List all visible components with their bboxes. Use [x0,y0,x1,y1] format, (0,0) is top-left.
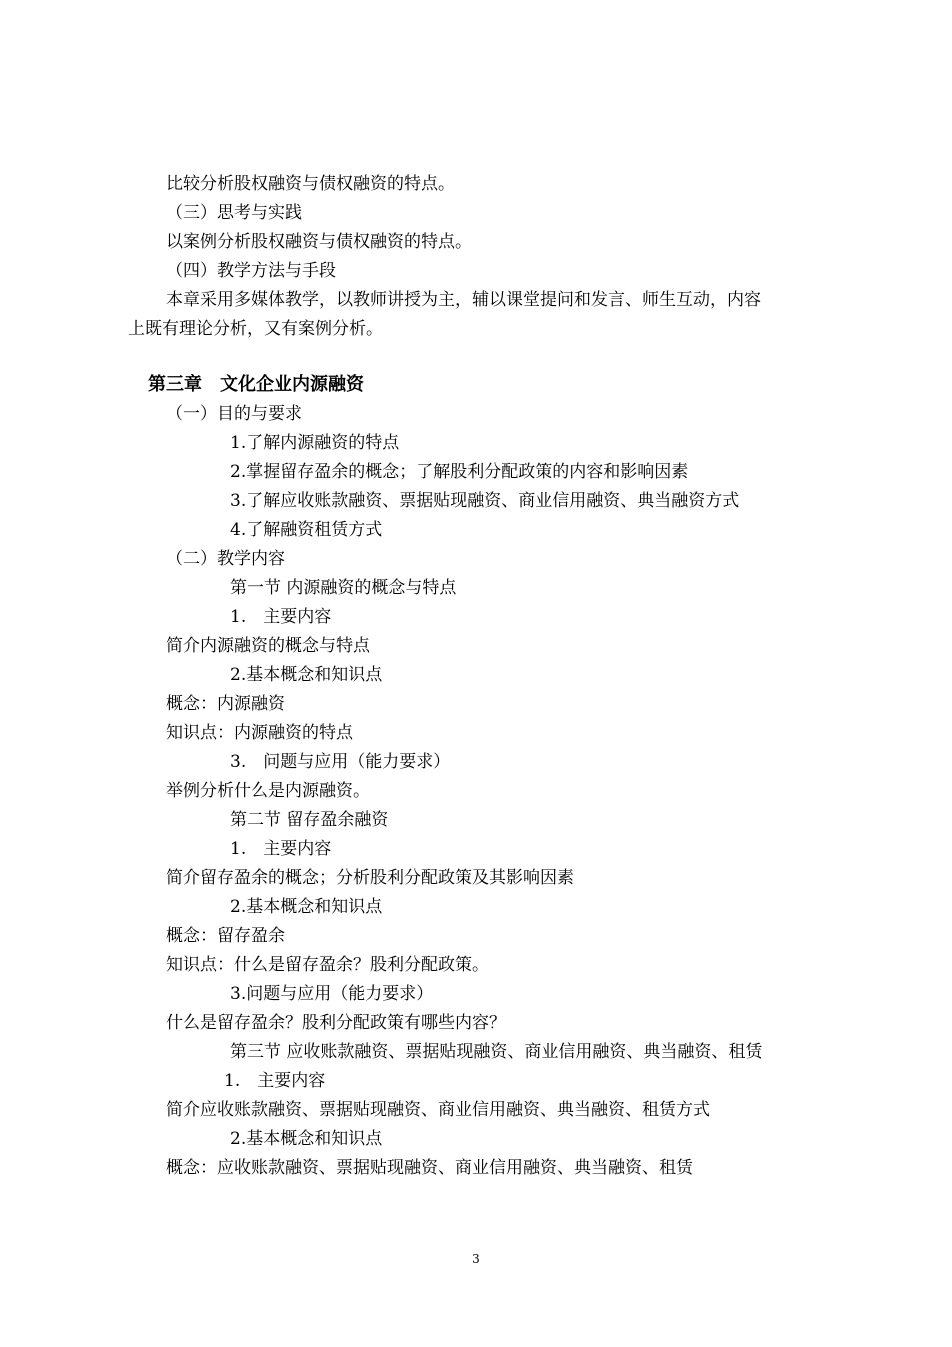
list-item: 4.了解融资租赁方式 [230,520,383,540]
text-line: 上既有理论分析，又有案例分析。 [128,319,383,339]
list-item: 3. 问题与应用（能力要求） [230,752,451,772]
subsection-title: 第三节 应收账款融资、票据贴现融资、商业信用融资、典当融资、租赁 [230,1042,763,1062]
text-line: 概念：内源融资 [166,694,285,714]
list-item: 3.了解应收账款融资、票据贴现融资、商业信用融资、典当融资方式 [230,491,740,511]
text-line: 概念：留存盈余 [166,926,285,946]
text-line: 什么是留存盈余？股利分配政策有哪些内容？ [166,1013,506,1033]
list-item: 2.掌握留存盈余的概念；了解股利分配政策的内容和影响因素 [230,462,689,482]
section-heading: （四）教学方法与手段 [166,261,336,281]
chapter-title: 第三章 文化企业内源融资 [148,374,364,395]
subsection-title: 第一节 内源融资的概念与特点 [230,578,457,598]
list-item: 1. 主要内容 [230,607,332,627]
page-number: 3 [472,1252,480,1266]
text-line: 知识点：内源融资的特点 [166,723,353,743]
list-item: 3.问题与应用（能力要求） [230,984,434,1004]
list-item: 2.基本概念和知识点 [230,665,383,685]
list-item: 2.基本概念和知识点 [230,1129,383,1149]
list-item: 1. 主要内容 [224,1071,326,1091]
text-line: 简介留存盈余的概念；分析股利分配政策及其影响因素 [166,868,574,888]
list-item: 1. 主要内容 [230,839,332,859]
section-heading: （一）目的与要求 [166,404,302,424]
text-line: 比较分析股权融资与债权融资的特点。 [166,174,455,194]
text-line: 概念：应收账款融资、票据贴现融资、商业信用融资、典当融资、租赁 [166,1158,693,1178]
subsection-title: 第二节 留存盈余融资 [230,810,389,830]
text-line: 举例分析什么是内源融资。 [166,781,370,801]
text-line: 本章采用多媒体教学，以教师讲授为主，辅以课堂提问和发言、师生互动，内容 [166,290,761,310]
text-line: 以案例分析股权融资与债权融资的特点。 [166,232,472,252]
text-line: 简介内源融资的概念与特点 [166,636,370,656]
text-line: 简介应收账款融资、票据贴现融资、商业信用融资、典当融资、租赁方式 [166,1100,710,1120]
text-line: 知识点：什么是留存盈余？股利分配政策。 [166,955,489,975]
list-item: 1.了解内源融资的特点 [230,433,400,453]
list-item: 2.基本概念和知识点 [230,897,383,917]
section-heading: （三）思考与实践 [166,203,302,223]
section-heading: （二）教学内容 [166,549,285,569]
